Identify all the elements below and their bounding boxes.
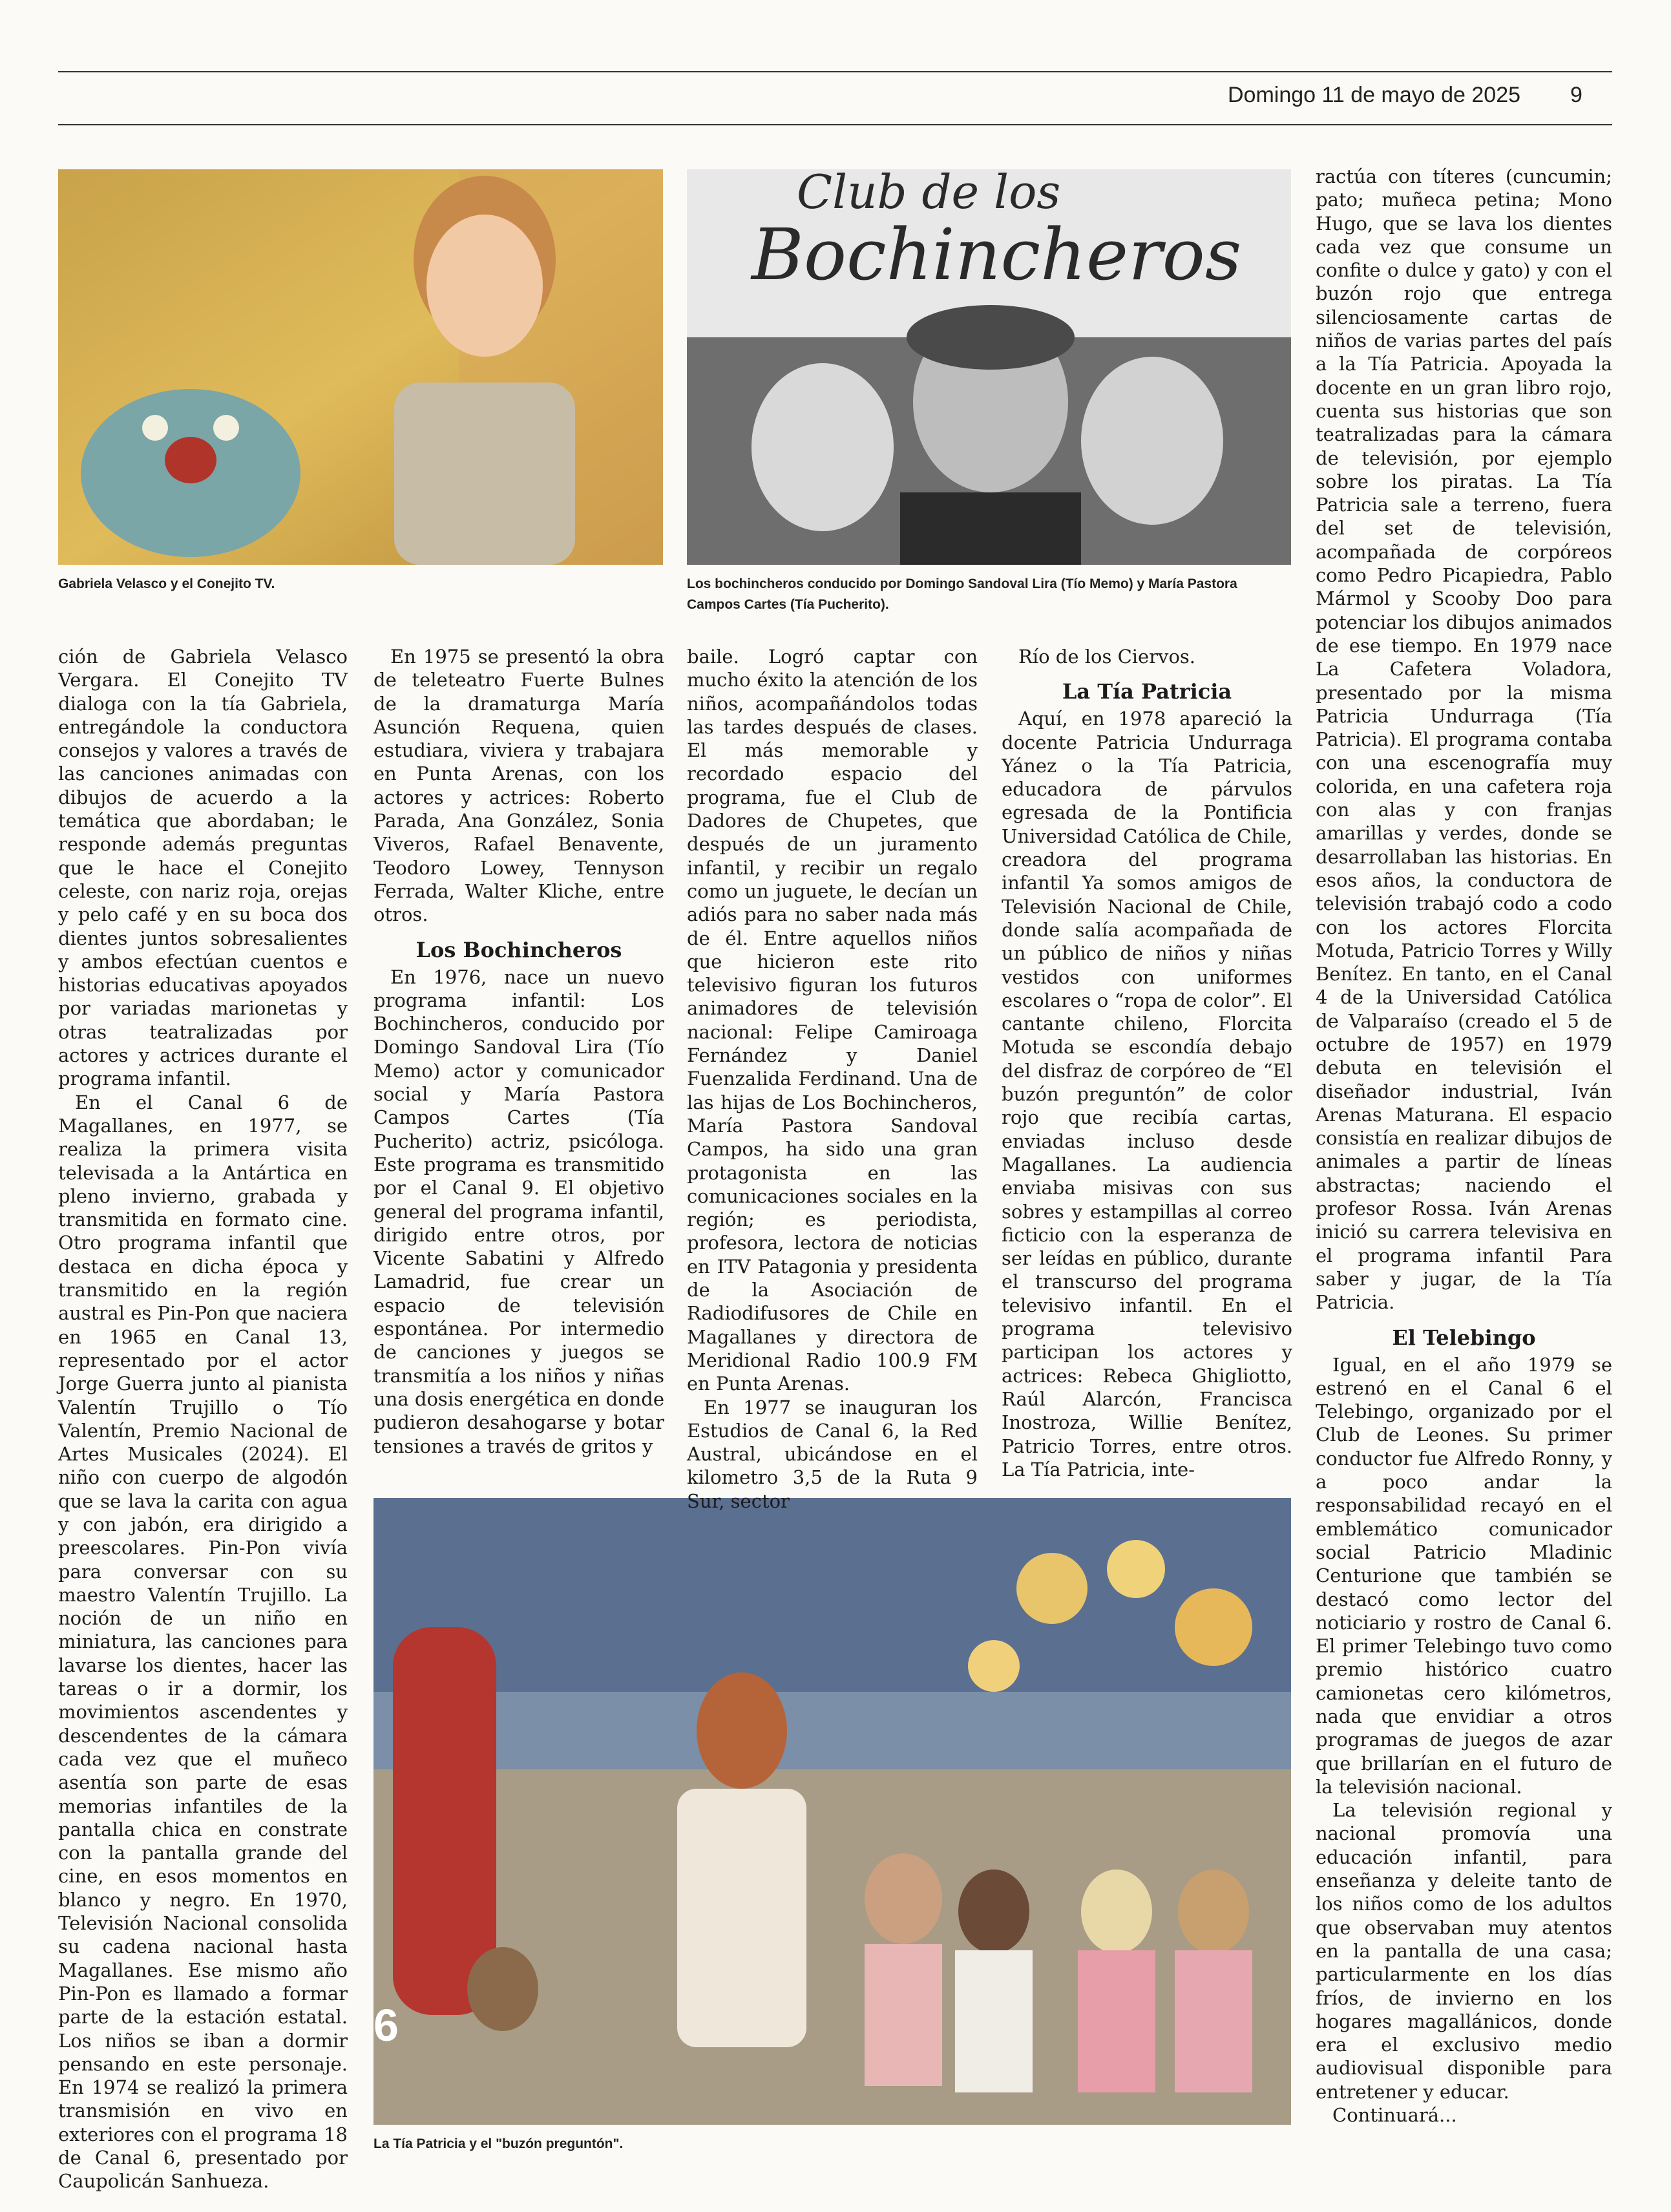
article-paragraph: Aquí, en 1978 apareció la docente Patricia Undurraga Yánez o la Tía Patricia, educadora de párvulos egresada de la Pontificia Universidad Católica de Chile, creadora del programa infantil Ya somos amigos de Televisión Nacional de Chile, donde salía acompañada de un público de niños y niñas vestidos con uniformes escolares o “ropa de color”. El cantante chileno, Florcita Motuda se escondía debajo del disfraz de corpóreo de “El buzón preguntón” de color rojo que recibía cartas, enviadas incluso desde Magallanes. La audiencia enviaba misivas con sus sobres y estampillas al correo ficticio con la esperanza de ser leídas en público, durante el transcurso del programa televisivo infantil. En el programa televisivo participan los actores y actrices: Rebeca Ghigliotto, Raúl Alarcón, Francisca Inostroza, Willie Benítez, Patricio Torres, entre otros. La Tía Patricia, inte- (1002, 708, 1292, 1480)
article-column-5 (1316, 165, 1612, 2127)
article-column-2 (373, 645, 664, 1458)
photo1-caption: Gabriela Velasco y el Conejito TV. (58, 576, 275, 591)
header-top-rule (58, 71, 1612, 72)
article-paragraph: Igual, en el año 1979 se estrenó en el Canal 6 el Telebingo, organizado por el Club de Leones. Su primer conductor fue Alfredo Ronny, y a poco andar la responsabilidad recayó en el emblemático comunicador social Patricio Mladinic Centurione que también se destacó como lector del noticiario y rostro de Canal 6. El primer Telebingo tuvo como premio histórico cuatro camionetas cero kilómetros, nada que envidiar a otros programas de juegos de azar que brillarían en el futuro de la televisión nacional. (1316, 1353, 1612, 1798)
article-paragraph: ción de Gabriela Velasco Vergara. El Conejito TV dialoga con la tía Gabriela, entregándole la conductora consejos y valores a través de las canciones animadas con dibujos de acuerdo a la temática que abordaban; le responde además preguntas que le hace el Conejito celeste, con nariz roja, orejas y pelo café y en su boca dos dientes juntos sobresalientes y ambos efectúan cuentos e historias educativas apoyados por variadas marionetas y otras teatralizadas por actores y actrices durante el programa infantil. (58, 646, 348, 1090)
continued-notice: Continuará... (1332, 2104, 1457, 2127)
photo-tia-patricia-image (373, 1498, 1291, 2125)
article-paragraph: ractúa con títeres (cuncumin; pato; muñeca petina; Mono Hugo, que se lava los dientes cada vez que consume un confite o dulce y gato) y con el buzón rojo que entrega silenciosamente cartas de niños de varias partes del país a la Tía Patricia. Apoyada la docente en un gran libro rojo, cuenta sus historias que son teatralizadas para la cámara de televisión, por ejemplo sobre los piratas. La Tía Patricia sale a terreno, fuera del set de televisión, acompañada de corpóreos como Pedro Picapiedra, Pablo Mármol y Scooby Doo para potenciar los dibujos animados de ese tiempo. En 1979 nace La Cafetera Voladora, presentado por la misma Patricia Undurraga (Tía Patricia). El programa contaba con una escenografía muy colorida, en una cafetera roja con alas y con franjas amarillas y verdes, donde se desarrollaban las historias. En esos años, la conductora de televisión trabajó codo a codo con los actores Florcita Motuda, Patricio Torres y Willy Benítez. En tanto, en el Canal 4 de la Universidad Católica de Valparaíso (creado el 5 de octubre de 1957) en 1979 debuta en televisión el diseñador industrial, Iván Arenas Maturana. El espacio consistía en realizar dibujos de animales a partir de líneas abstractas; naciendo el profesor Rossa. Iván Arenas inició su carrera televisiva en el programa infantil Para saber y jugar, de la Tía Patricia. (1316, 165, 1612, 1314)
photo-tia-patricia (373, 1498, 1291, 2125)
photo-los-bochincheros-image (687, 169, 1291, 565)
photo2-sign-line2: Bochincheros (751, 213, 1242, 296)
photo2-sign-line1: Club de los (797, 169, 1061, 219)
page-number: 9 (1570, 83, 1582, 107)
section-heading-los-bochincheros: Los Bochincheros (415, 937, 622, 962)
article-paragraph: Río de los Ciervos. (1018, 646, 1195, 668)
article-paragraph: En el Canal 6 de Magallanes, en 1977, se realiza la primera visita televisada a la Antártica en pleno invierno, grabada y transmitida en formato cine. Otro programa infantil que destaca en dicha época y transmitido en la región austral es Pin-Pon que naciera en 1965 en Canal 13, representado por el actor Jorge Guerra junto al pianista Valentín Trujillo o Tío Valentín, Premio Nacional de Artes Musicales (2024). El niño con cuerpo de algodón que se lava la carita con agua y con jabón, era dirigido a preescolares. Pin-Pon vivía para conversar con su maestro Valentín Trujillo. La noción de un niño en miniatura, las canciones para lavarse los dientes, hacer las tareas o ir a dormir, los movimientos ascendentes y descendentes de la cámara cada vez que el muñeco asentía son parte de esas memorias infantiles de la pantalla chica en constrate con la pantalla grande del cine, en esos momentos en blanco y negro. En 1970, Televisión Nacional consolida su cadena nacional hasta Magallanes. Ese mismo año Pin-Pon es llamado a formar parte de la estación estatal. Los niños se iban a dormir pensando en este personaje. En 1974 se realizó la primera transmisión en vivo en exteriores con el programa 18 de Canal 6, presentado por Caupolicán Sanhueza. (58, 1091, 348, 2193)
photo3-caption: La Tía Patricia y el "buzón preguntón". (373, 2136, 624, 2151)
header-bottom-rule (58, 124, 1612, 125)
header-date: Domingo 11 de mayo de 2025 (1228, 83, 1521, 107)
article-paragraph: baile. Logró captar con mucho éxito la atención de los niños, acompañándolos todas las tardes después de clases. El más memorable y recordado espacio del programa, fue el Club de Dadores de Chupetes, que después de un juramento infantil, y recibir un regalo como un juguete, le decían un adiós para no saber nada más de él. Entre aquellos niños que hicieron este rito televisivo figuran los futuros animadores de televisión nacional: Felipe Camiroaga Fernández y Daniel Fuenzalida Ferdinand. Una de las hijas de Los Bochincheros, María Pastora Sandoval Campos, ha sido una gran protagonista en las comunicaciones sociales en la región; es periodista, profesora, lectora de noticias en ITV Patagonia y presidenta de la Asociación de Radiodifusores de Chile en Magallanes y directora de Meridional Radio 100.9 FM en Punta Arenas. (687, 646, 978, 1395)
section-heading-la-tia-patricia: La Tía Patricia (1062, 679, 1232, 704)
article-paragraph: En 1976, nace un nuevo programa infantil: Los Bochincheros, conducido por Domingo Sandoval Lira (Tío Memo) actor y comunicador social y María Pastora Campos Cartes (Tía Pucherito) actriz, psicóloga. Este programa es transmitido por el Canal 9. El objetivo general del programa infantil, dirigido entre otros, por Vicente Sabatini y Alfredo Lamadrid, fue crear un espacio de televisión espontánea. Por intermedio de canciones y juegos se transmitía a los niños y niñas una dosis energética en donde pudieron desahogarse y botar tensiones a través de gritos y (373, 965, 664, 1457)
photo-gabriela-velasco-image (58, 169, 663, 565)
photo3-logo: 6 (373, 2000, 399, 2050)
article-column-4 (1002, 645, 1292, 1481)
article-paragraph: La televisión regional y nacional promovía una educación infantil, para enseñanza y deleite tanto de los niños como de los adultos que observaban muy atentos en la pantalla de una casa; particularmente en los días fríos, de invierno en los hogares magallánicos, donde era el exclusivo medio audiovisual disponible para entretener y educar. (1316, 1799, 1612, 2103)
article-column-3 (687, 645, 978, 1513)
article-paragraph: En 1977 se inauguran los Estudios de Canal 6, la Red Austral, ubicándose en el kilometro 3,5 de la Ruta 9 Sur, sector (687, 1396, 978, 1512)
photo-gabriela-velasco (58, 169, 663, 565)
photo2-caption: Los bochincheros conducido por Domingo Sandoval Lira (Tío Memo) y María Pastora Campos Cartes (Tía Pucherito). (687, 576, 1237, 612)
article-column-1 (58, 645, 348, 2193)
article-paragraph: En 1975 se presentó la obra de teleteatro Fuerte Bulnes de la dramaturga María Asunción Requena, quien estudiara, viviera y trabajara en Punta Arenas, con los actores y actrices: Roberto Parada, Ana González, Sonia Viveros, Rafael Benavente, Teodoro Lowey, Tennyson Ferrada, Walter Kliche, entre otros. (373, 646, 664, 926)
photo-los-bochincheros (687, 169, 1291, 565)
section-heading-el-telebingo: El Telebingo (1392, 1325, 1536, 1350)
